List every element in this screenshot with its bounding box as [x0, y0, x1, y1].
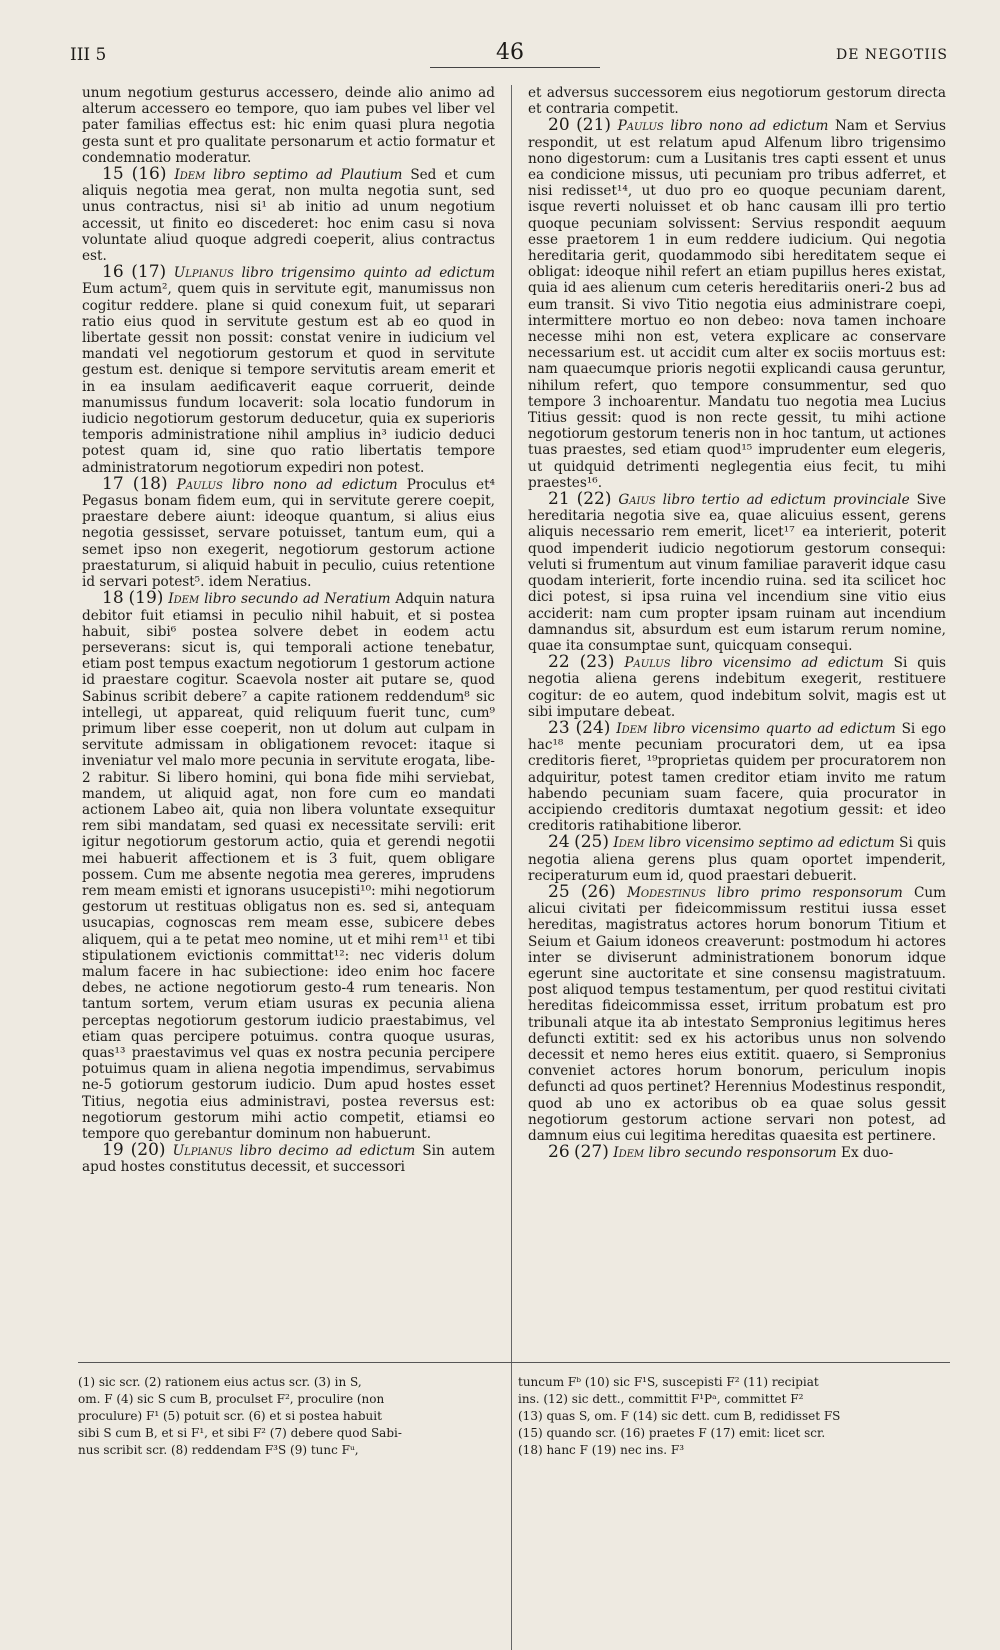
jurist-name: Idem [613, 835, 645, 852]
fragment-number: 26 [548, 1142, 570, 1163]
fragment-text: Sive hereditaria negotia sive ea, quae alicuius essent, gerens aliquis necessario rem emerit, licet¹⁷ ea interierit, poterit quod impenderit iudicio negotiorum gestorum consequi: veluti si frumentum aut vinum familiae paraverit idque casu quodam interierit, forte incendio ruina. sed ita scilicet hoc dici potest, si ipsa ruina vel incendium sine vitio eius acciderit: nam cum propter ipsam ruinam aut incendium damnandus sit, absurdum est eum istarum rerum nomine, quae ita consumptae sunt, quicquam consequi. [528, 492, 947, 654]
footnote-line: tuncum Fᵇ (10) sic F¹S, suscepisti F² (11) recipiat [518, 1375, 819, 1389]
jurist-name: Paulus [617, 118, 664, 135]
footnote-line: nus scribit scr. (8) reddendam F³S (9) tunc Fᵘ, [78, 1443, 359, 1457]
fragment-ref: (21) [576, 115, 612, 136]
fragment-text: Si ego hac¹⁸ mente pecuniam procuratori dem, ut ea ipsa creditoris fieret, ¹⁹proprietas quidem per procuratorem non adquiritur, potest tamen creditor etiam invito me ratum habendo pecuniam suam facere, quia procurator in accipiendo creditoris dumtaxat negotium gessit: et ideo creditoris ratihabitione liberor. [528, 720, 947, 835]
header-rule [430, 67, 600, 68]
footnote-line: (18) hanc F (19) nec ins. F³ [518, 1443, 685, 1457]
inscription-rubric: libro vicensimo septimo ad edictum [648, 835, 895, 852]
fragment-ref: (19) [128, 588, 164, 609]
fragment-paragraph [528, 85, 946, 117]
footnote-line: proculure) F¹ (5) potuit scr. (6) et si postea habuit [78, 1409, 382, 1423]
book-section-ref: III 5 [70, 45, 107, 65]
fragment-number: 22 [548, 652, 570, 673]
fragment-ref: (27) [573, 1142, 609, 1163]
running-title: DE NEGOTIIS [835, 47, 948, 63]
jurist-name: Ulpianus [173, 265, 234, 282]
footnote-line: (13) quas S, om. F (14) sic dett. cum B, redidisset FS [518, 1409, 841, 1423]
footnote-line: om. F (4) sic S cum B, proculset F², proculire (non [78, 1392, 385, 1406]
fragment-text: Proculus et⁴ Pegasus bonam fidem eum, qui in servitute gerere coepit, praestare debere aiunt: ideoque quantum, si alius eius negotia gessisset, servare potuisset, tantum eum, qui a semet ipso non exegerit, negotiorum gestorum actione praestaturum, si aliquid habuit in peculio, cuius retentione id servari potest⁵. idem Neratius. [82, 476, 496, 591]
fragment-text: et adversus successorem eius negotiorum gestorum directa et contraria competit. [528, 85, 946, 118]
fragment-paragraph [528, 717, 947, 835]
fragment-number: 25 [548, 881, 570, 902]
fragment-ref: (20) [130, 1140, 166, 1161]
fragment-ref: (23) [579, 652, 615, 673]
fragment-ref: (16) [131, 164, 167, 185]
inscription-rubric: libro secundo ad Neratium [204, 591, 391, 608]
footnote-divider [511, 1368, 512, 1476]
fragment-number: 20 [548, 115, 570, 136]
jurist-name: Ulpianus [172, 1143, 233, 1160]
footnote-line: sibi S cum B, et si F¹, et sibi F² (7) debere quod Sabi- [78, 1426, 402, 1440]
fragment-paragraph [528, 491, 946, 654]
fragment-paragraph [528, 834, 946, 884]
jurist-name: Gaius [618, 492, 656, 509]
inscription-rubric: libro septimo ad Plautium [213, 167, 403, 184]
jurist-name: Paulus [176, 476, 223, 493]
fragment-paragraph [82, 590, 495, 1142]
jurist-name: Idem [616, 720, 648, 737]
fragment-text: Ex duo- [841, 1145, 894, 1162]
jurist-name: Idem [168, 591, 200, 608]
fragment-paragraph [82, 1142, 495, 1175]
jurist-name: Modestinus [626, 884, 706, 901]
inscription-rubric: libro tertio ad edictum provinciale [662, 492, 910, 509]
fragment-number: 21 [548, 489, 570, 510]
fragment-text: Si quis negotia aliena gerens plus quam oportet impenderit, reciperaturum eum id, quod praestari debuerit. [528, 835, 946, 884]
fragment-ref: (25) [574, 832, 609, 853]
fragment-number: 17 [102, 473, 124, 494]
fragment-text: Sed et cum aliquis negotia mea gerat, non multa negotia sunt, sed unus contractus, nisi si¹ ab initio ad unum negotium accessit, ut finito eo discederet: hoc enim casu si nova voluntate aliud quoque adgredi coeperit, alius contractus est. [82, 167, 496, 265]
jurist-name: Idem [174, 167, 206, 184]
fragment-text: Adquin natura debitor fuit etiamsi in peculio nihil habuit, et si postea habuit, sibi⁶ postea solvere debet in eodem actu perseverans: sicut is, qui temporali actione tenebatur, etiam post tempus exactum negotiorum 1 gestorum actione id praestare cogitur. Scaevola noster ait putare se, quod Sabinus scribit debere⁷ a capite rationem reddendum⁸ sic intellegi, ut appareat, quid reliquum fuerit tunc, cum⁹ primum liber esse coeperit, non ut dolum aut culpam in servitute admissam in obligationem revocet: itaque si inveniatur vel malo more pecunia in servitute erogata, libe-2 rabitur. Si libero homini, qui bona fide mihi serviebat, mandem, ut aliquid agat, non fore cum eo mandati actionem Labeo ait, quia non libera voluntate exsequitur rem sibi mandatam, sed quasi ex necessitate servili: erit igitur negotiorum gestorum actio, quia et gerendi negotii mei habuerit affectionem et is 3 fuit, quem obligare possem. Cum me absente negotia mea gereres, imprudens rem meam emisti et ignorans usucepisti¹⁰: mihi negotiorum gestorum ut restituas obligatus non es. sed si, antequam usucapias, cognoscas rem meam esse, subicere debes aliquem, qui a te petat meo nomine, ut et mihi rem¹¹ et tibi stipulationem evictionis committat¹²: nec videris dolum malum facere in hac subiectione: ideo enim hoc facere debes, ne actione negotiorum gesto-4 rum tenearis. Non tantum sortem, verum etiam usuras ex pecunia aliena perceptas negotiorum gestorum iudicio praestabimus, vel etiam quas percipere potuimus. contra quoque usuras, quas¹³ praestavimus vel quas ex nostra pecunia percipere potuimus quam in aliena negotia impendimus, servabimus ne-5 gotiorum gestorum iudicio. Dum apud hostes esset Titius, negotia eius administravi, postea reversus est: negotiorum gestorum mihi actio competit, etiamsi eo tempore quo gerebantur dominum non habuerunt. [82, 591, 495, 1142]
left-text-column [82, 85, 495, 1176]
fragment-paragraph [528, 881, 946, 1144]
fragment-paragraph [528, 654, 946, 720]
inscription-rubric: libro primo responsorum [717, 884, 903, 901]
inscription-rubric: libro vicensimo ad edictum [680, 655, 884, 672]
inscription-rubric: libro nono ad edictum [231, 476, 398, 493]
fragment-text: unum negotium gesturus accessero, deinde alio animo ad alterum accessero eo tempore, quo iam pubes vel liber vel pater familias effectus est: hic enim quasi plura negotia gesta sunt et pro qualitate personarum et actio formatur et condemnatio moderatur. [82, 85, 495, 166]
fragment-text: Sin autem apud hostes constitutus decessit, et successori [82, 1143, 495, 1176]
jurist-name: Paulus [624, 655, 671, 672]
fragment-text: Cum alicui civitati per fideicommissum restitui iussa esset hereditas, magistratus actores horum bonorum Titium et Seium et Gaium idoneos creaverunt: postmodum hi actores inter se diviserunt administrationem bonorum idque egerunt sine auctoritate et sine consensu magistratuum. post aliquod tempus testamentum, per quod restitui civitati hereditas fideicommissa esset, irritum probatum est pro tribunali atque ita ab intestato Sempronius legitimus heres defuncti extitit: sed ex his actoribus unus non solvendo decessit et nemo heres eius extitit. quaero, si Sempronius conveniet actores horum bonorum, periculum inopis defuncti ad quos pertinet? Herennius Modestinus respondit, quod ab uno ex actoribus ob ea quae solus gessit negotiorum gestorum actione servari non potest, ad damnum eius cui legitima hereditas quaesita est pertinere. [528, 884, 946, 1144]
running-header [70, 40, 948, 70]
fragment-number: 19 [102, 1140, 124, 1161]
fragment-ref: (24) [575, 717, 611, 738]
inscription-rubric: libro trigensimo quinto ad edictum [241, 265, 496, 282]
footnotes-left [78, 1374, 498, 1459]
fragment-ref: (17) [131, 262, 167, 283]
inscription-rubric: libro decimo ad edictum [239, 1143, 416, 1160]
page-number: 46 [496, 40, 524, 65]
footnote-line: ins. (12) sic dett., committit F¹Pᵃ, committet F² [518, 1392, 804, 1406]
fragment-paragraph [528, 1144, 946, 1161]
fragment-number: 18 [102, 588, 124, 609]
fragment-text: Eum actum², quem quis in servitute egit, manumissus non cogitur reddere. plane si quid conexum fuit, ut separari ratio eius quod in servitute gestum est ab eo quod in libertate gessit non possit: constat venire in iudicium vel mandati vel negotiorum gestorum et quod in servitute gestum est. denique si tempore servitutis aream emerit et in ea insulam aedificaverit eaque corruerit, deinde manumissus fundum locaverit: sola locatio fundorum in iudicio negotiorum gestorum deducetur, quia ex superioris temporis administratione nihil amplius in³ iudicio deduci potest quam id, sine quo ratio libertatis tempore administratorum negotiorum expediri non potest. [82, 281, 495, 476]
fragment-number: 23 [548, 717, 570, 738]
fragment-ref: (18) [132, 473, 168, 494]
fragment-paragraph [82, 166, 495, 264]
jurist-name: Idem [613, 1145, 645, 1162]
fragment-text: Nam et Servius respondit, ut est relatum apud Alfenum libro trigensimo nono digestorum: cum a Lusitanis tres capti essent et unus ea condicione missus, uti pecuniam pro tribus adferret, et nisi redisset¹⁴, ut duo pro eo quoque pecuniam darent, isque reverti noluisset et ob hanc causam illi pro tertio quoque pecuniam solvissent: Servius respondit aequum esse praetorem 1 in eum reddere iudicium. Qui negotia hereditaria gerit, quodammodo sibi hereditatem seque ei obligat: ideoque nihil refert an etiam pupillus heres existat, quia id aes alienum cum ceteris hereditariis oneri-2 bus ad eum transit. Si vivo Titio negotia eius administrare coepi, intermittere mortuo eo non debeo: nova tamen inchoare necesse mihi non est, vetera explicare ac conservare necessarium est. ut accidit cum alter ex sociis mortuus est: nam quaecumque prioris negotii explicandi causa geruntur, nihilum refert, quo tempore consummentur, sed quo tempore 3 inchoarentur. Mandatu tuo negotia mea Lucius Titius gessit: quod is non recte gessit, tu mihi actione negotiorum gestorum teneris non in hoc tantum, ut actiones tuas praestes, sed etiam quod¹⁵ imprudenter eum elegeris, ut quidquid detrimenti neglegentia eius fecit, tu mihi praestes¹⁶. [528, 118, 947, 491]
inscription-rubric: libro vicensimo quarto ad edictum [653, 720, 896, 737]
footnote-rule [78, 1362, 950, 1363]
fragment-ref: (22) [576, 489, 612, 510]
fragment-paragraph [82, 85, 495, 166]
fragment-text: Si quis negotia aliena gerens indebitum exegerit, restituere cogitur: de eo autem, quod indebitum solvit, magis est ut sibi imputare debeat. [528, 655, 947, 720]
inscription-rubric: libro nono ad edictum [670, 118, 829, 135]
footnotes-right [518, 1374, 950, 1459]
right-text-column [528, 85, 946, 1161]
fragment-number: 15 [102, 164, 124, 185]
fragment-paragraph [528, 117, 946, 491]
fragment-paragraph [82, 264, 495, 476]
footnote-line: (15) quando scr. (16) praetes F (17) emit: licet scr. [518, 1426, 826, 1440]
fragment-ref: (26) [580, 881, 616, 902]
fragment-number: 24 [548, 832, 570, 853]
footnote-line: (1) sic scr. (2) rationem eius actus scr. (3) in S, [78, 1375, 362, 1389]
fragment-paragraph [82, 473, 496, 591]
inscription-rubric: libro secundo responsorum [648, 1145, 837, 1162]
fragment-number: 16 [102, 262, 124, 283]
